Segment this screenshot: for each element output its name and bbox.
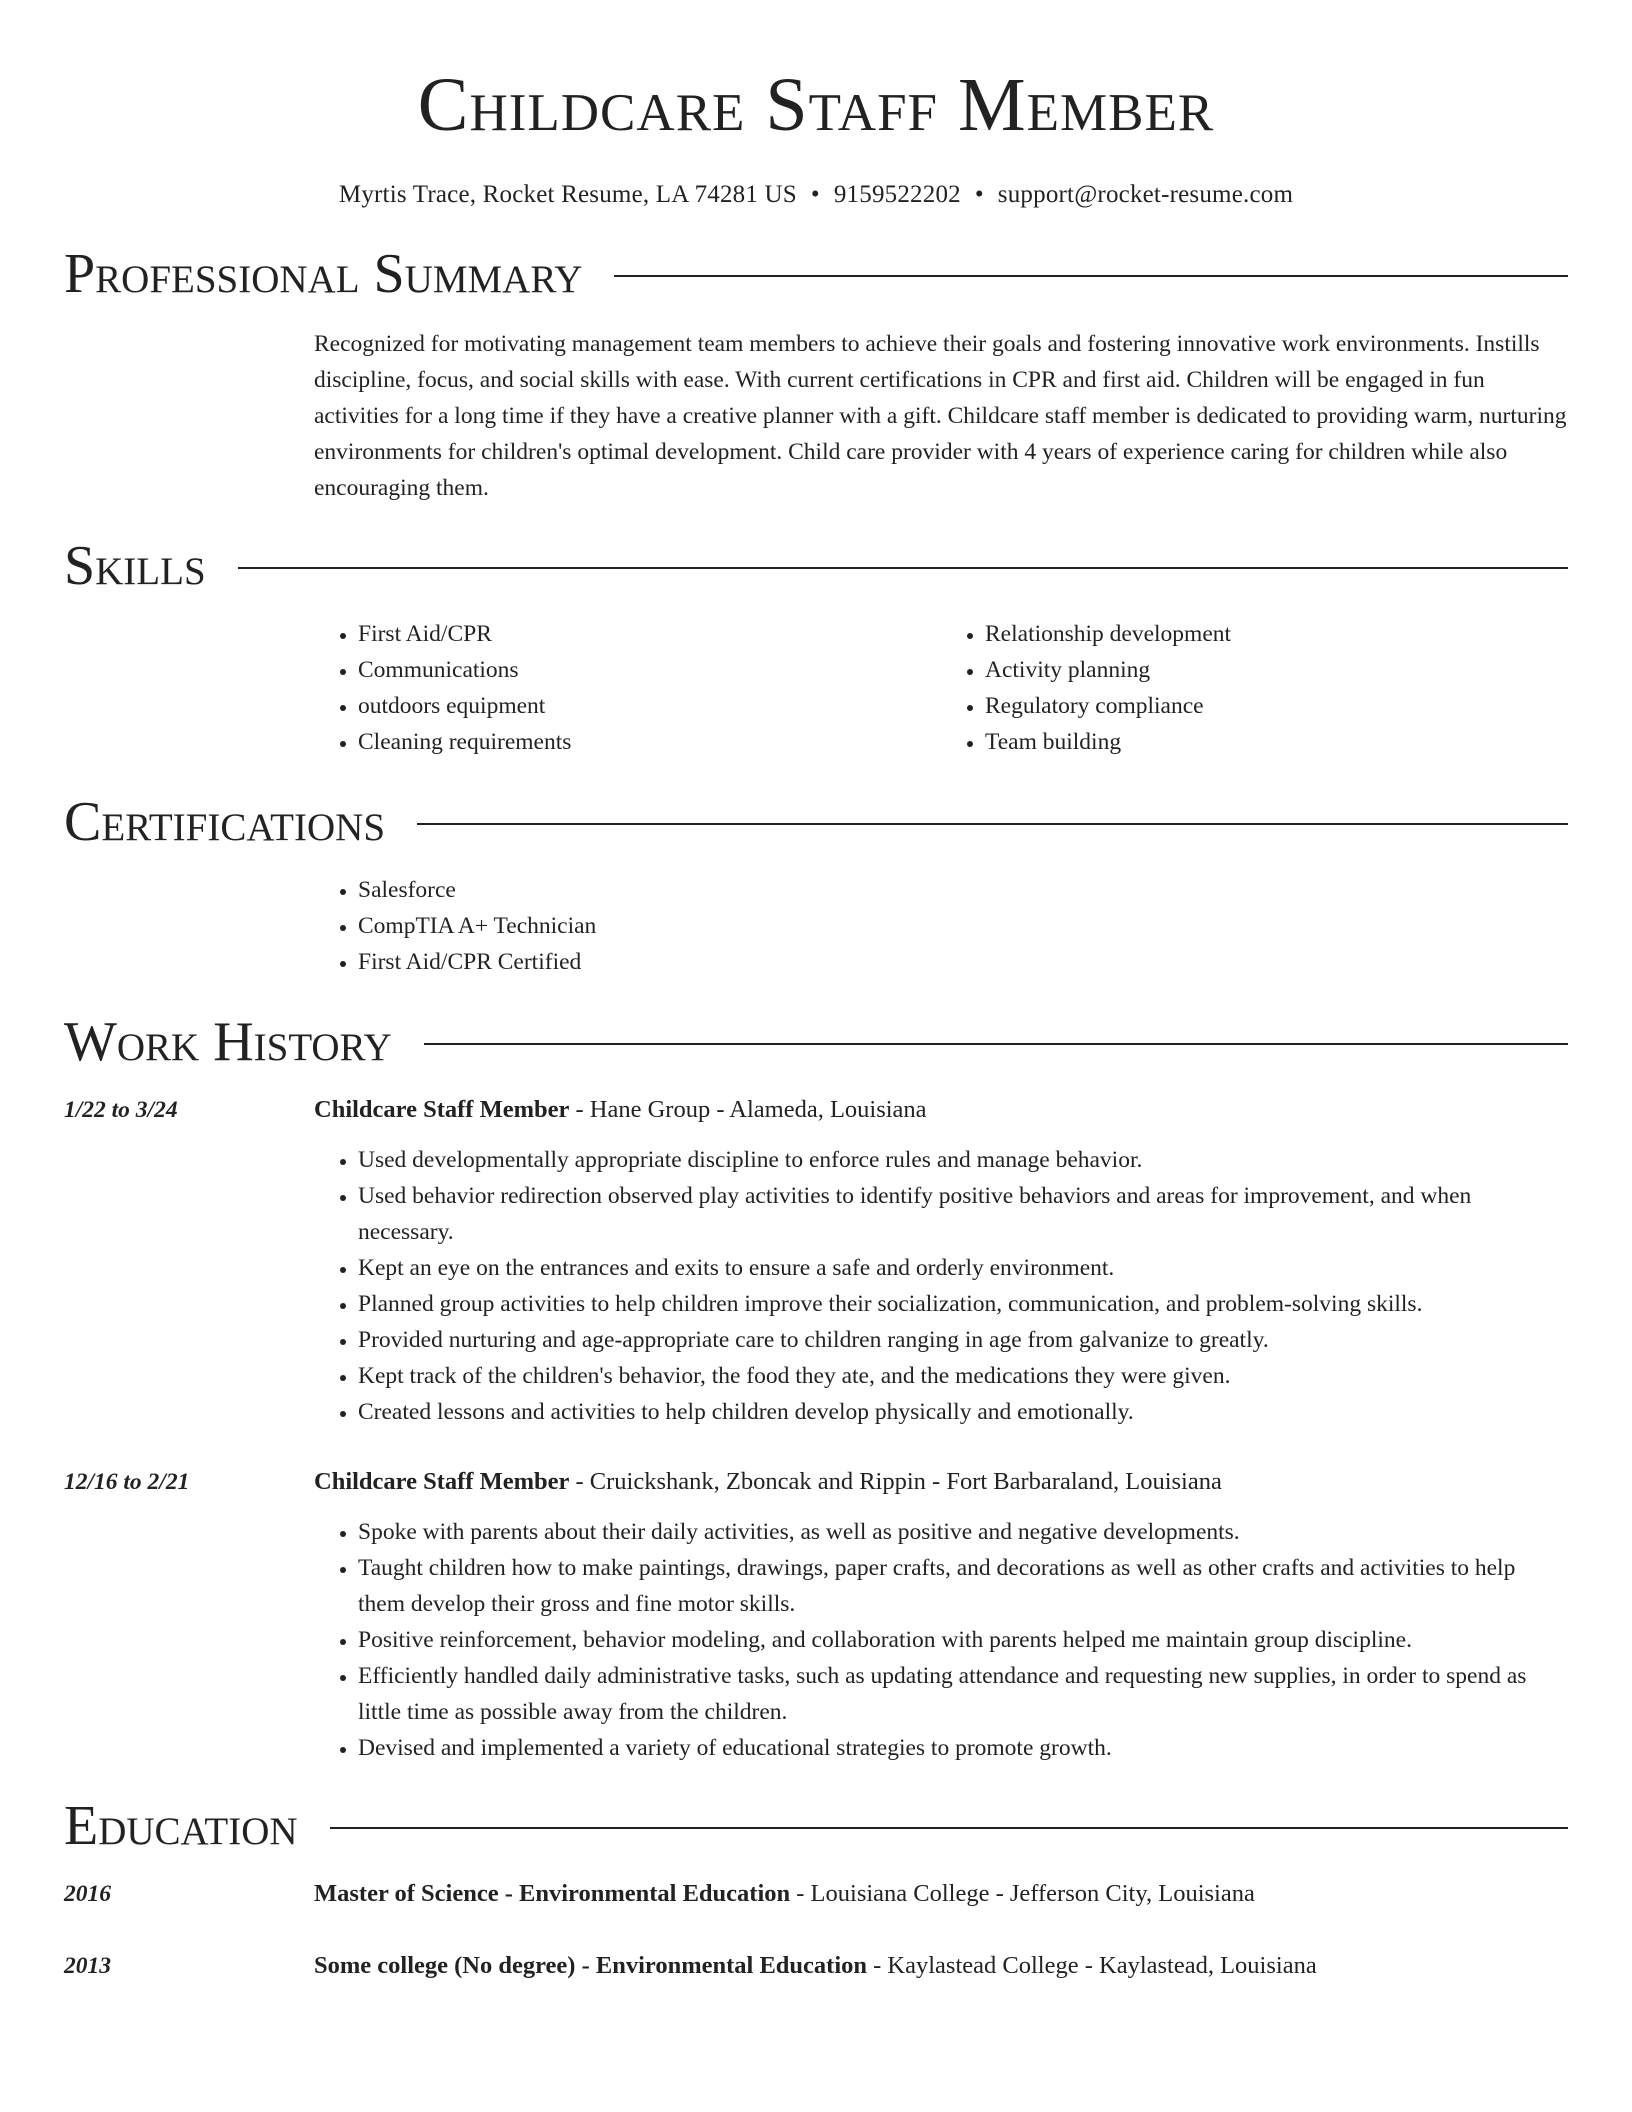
summary-heading xyxy=(64,238,1568,310)
job-bullet: • Used developmentally appropriate discipline to enforce rules and manage behavior. xyxy=(358,1142,1568,1178)
job-bullet: • Spoke with parents about their daily activities, as well as positive and negative developments. xyxy=(358,1514,1568,1550)
job-header xyxy=(314,1464,1568,1500)
job-company: - Hane Group - Alameda, Louisiana xyxy=(569,1096,927,1123)
education-year: 2013 xyxy=(64,1953,111,1979)
contact-address: Myrtis Trace, Rocket Resume, LA 74281 US xyxy=(338,181,797,208)
education-entry xyxy=(64,1876,1568,1912)
skills-section xyxy=(64,530,1568,760)
work-history-section xyxy=(64,1006,1568,1766)
job-bullet: • Positive reinforcement, behavior modeling, and collaboration with parents helped me maintain group discipline. xyxy=(358,1622,1568,1658)
education-section xyxy=(64,1790,1568,1984)
section-divider xyxy=(424,1043,1568,1045)
job-bullet: • Taught children how to make paintings, drawings, paper crafts, and decorations as well as other crafts and activities to help them develop their gross and fine motor skills. xyxy=(358,1550,1568,1622)
skill-item: • Cleaning requirements xyxy=(358,724,941,760)
certifications-list xyxy=(314,872,1568,980)
certifications-heading xyxy=(64,786,1568,858)
contact-separator: • xyxy=(974,181,984,208)
job-bullet-list xyxy=(314,1142,1568,1430)
skill-item: • Activity planning xyxy=(985,652,1568,688)
section-divider xyxy=(614,275,1568,277)
skills-column-right xyxy=(941,616,1568,760)
skill-item: • Regulatory compliance xyxy=(985,688,1568,724)
job-company: - Cruickshank, Zboncak and Rippin - Fort Barbaraland, Louisiana xyxy=(569,1468,1222,1495)
education-heading xyxy=(64,1790,1568,1862)
skill-item: • Relationship development xyxy=(985,616,1568,652)
work-history-heading xyxy=(64,1006,1568,1078)
certifications-section xyxy=(64,786,1568,980)
job-header xyxy=(314,1092,1568,1128)
job-bullet: • Devised and implemented a variety of educational strategies to promote growth. xyxy=(358,1730,1568,1766)
summary-section xyxy=(64,238,1568,506)
education-entry xyxy=(64,1948,1568,1984)
section-divider xyxy=(238,567,1568,569)
contact-line xyxy=(64,180,1568,210)
job-entry xyxy=(64,1092,1568,1430)
education-school: - Kaylastead College - Kaylastead, Louisiana xyxy=(867,1952,1317,1979)
education-details xyxy=(314,1948,1317,1984)
skill-item: • outdoors equipment xyxy=(358,688,941,724)
job-dates: 1/22 to 3/24 xyxy=(64,1097,178,1123)
resume-name: Childcare Staff Member xyxy=(417,63,1215,147)
section-title: Education xyxy=(64,1795,298,1857)
job-entry xyxy=(64,1464,1568,1766)
job-bullet: • Planned group activities to help children improve their socialization, communication, and problem-solving skills. xyxy=(358,1286,1568,1322)
skills-list xyxy=(314,616,1568,760)
contact-phone: 9159522202 xyxy=(833,181,961,208)
job-details xyxy=(314,1092,1568,1430)
skill-item: • Communications xyxy=(358,652,941,688)
job-title: Childcare Staff Member xyxy=(314,1468,570,1495)
job-bullet-list xyxy=(314,1514,1568,1766)
summary-text: Recognized for motivating management team members to achieve their goals and fostering innovative work environments. Instills discipline, focus, and social skills with ease. With current certifications in CPR and first aid. Children will be engaged in fun activities for a long time if they have a creative planner with a gift. Childcare staff member is dedicated to providing warm, nurturing environments for children's optimal development. Child care provider with 4 years of experience caring for children while also encouraging them. xyxy=(314,331,1567,501)
section-title: Skills xyxy=(64,535,206,597)
job-bullet: • Provided nurturing and age-appropriate care to children ranging in age from galvanize to greatly. xyxy=(358,1322,1568,1358)
job-bullet: • Used behavior redirection observed play activities to identify positive behaviors and areas for improvement, and when necessary. xyxy=(358,1178,1568,1250)
job-details xyxy=(314,1464,1568,1766)
section-divider xyxy=(330,1827,1568,1829)
certification-item: • CompTIA A+ Technician xyxy=(358,908,1568,944)
skill-item: • First Aid/CPR xyxy=(358,616,941,652)
skill-item: • Team building xyxy=(985,724,1568,760)
job-bullet: • Efficiently handled daily administrative tasks, such as updating attendance and requesting new supplies, in order to spend as little time as possible away from the children. xyxy=(358,1658,1568,1730)
section-title: Certifications xyxy=(64,791,386,853)
education-degree: Some college (No degree) - Environmental Education xyxy=(314,1952,868,1979)
section-divider xyxy=(417,823,1568,825)
education-school: - Louisiana College - Jefferson City, Louisiana xyxy=(790,1880,1255,1907)
section-title: Professional Summary xyxy=(64,243,583,305)
job-bullet: • Kept an eye on the entrances and exits to ensure a safe and orderly environment. xyxy=(358,1250,1568,1286)
job-bullet: • Kept track of the children's behavior, the food they ate, and the medications they were given. xyxy=(358,1358,1568,1394)
job-bullet: • Created lessons and activities to help children develop physically and emotionally. xyxy=(358,1394,1568,1430)
education-year: 2016 xyxy=(64,1881,111,1907)
skills-heading xyxy=(64,530,1568,602)
certification-item: • First Aid/CPR Certified xyxy=(358,944,1568,980)
job-title: Childcare Staff Member xyxy=(314,1096,570,1123)
skills-column-left xyxy=(314,616,941,760)
section-title: Work History xyxy=(64,1011,392,1073)
job-dates: 12/16 to 2/21 xyxy=(64,1469,190,1495)
contact-email: support@rocket-resume.com xyxy=(997,181,1294,208)
education-degree: Master of Science - Environmental Education xyxy=(314,1880,791,1907)
education-details xyxy=(314,1876,1255,1912)
certification-item: • Salesforce xyxy=(358,872,1568,908)
contact-separator: • xyxy=(810,181,820,208)
